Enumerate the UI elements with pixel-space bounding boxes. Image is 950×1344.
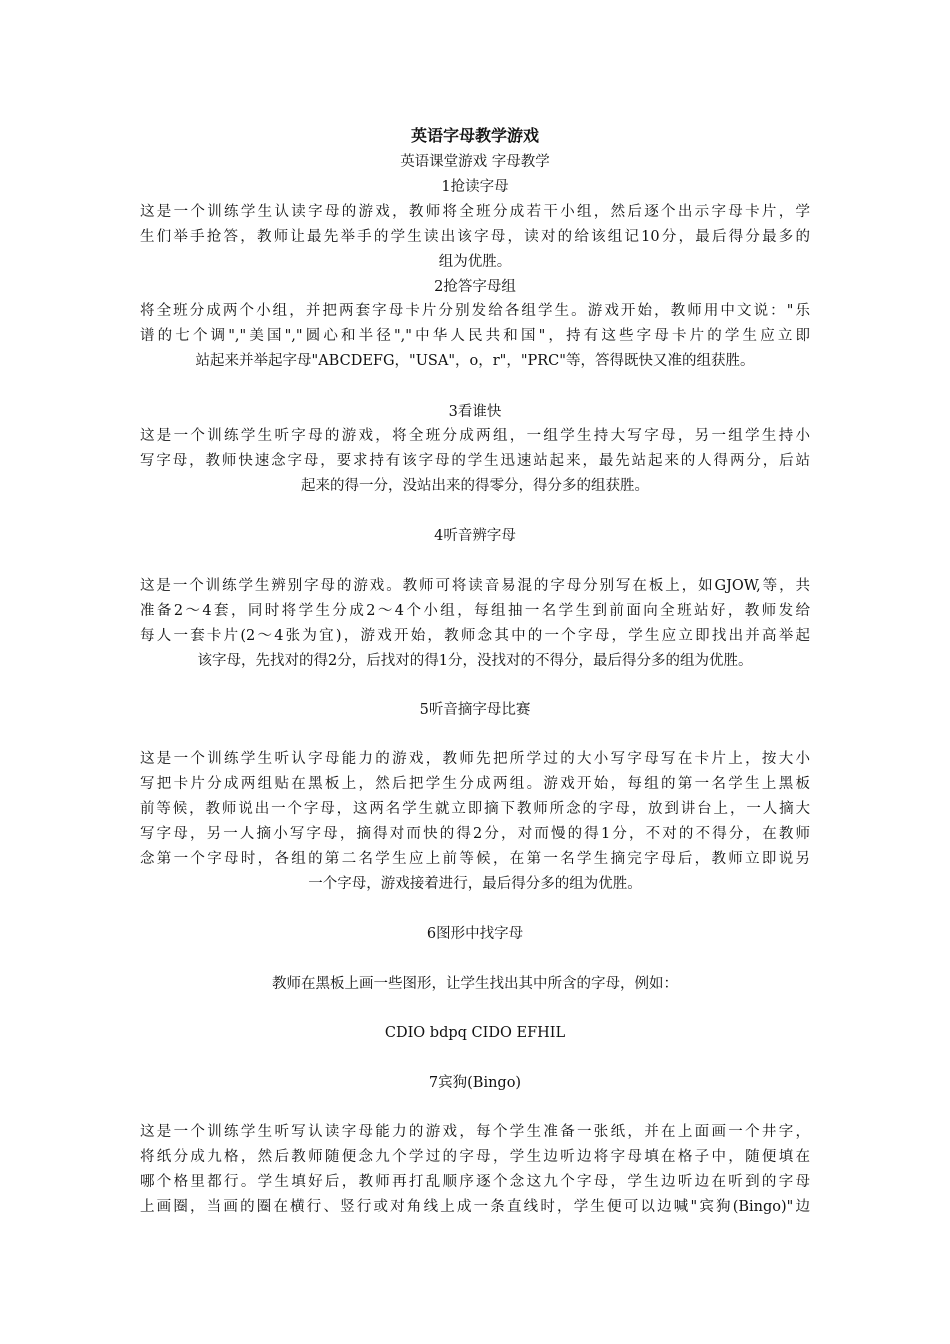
paragraph-line: 准备2～4套，同时将学生分成2～4个小组，每组抽一名学生到前面向全班站好，教师发给 [140, 603, 810, 619]
paragraph-line: 将纸分成九格，然后教师随便念九个学过的字母，学生边听边将字母填在格子中，随便填在 [140, 1149, 810, 1165]
paragraph-line: 站起来并举起字母"ABCDEFG，"USA"，o，r"，"PRC"等，答得既快又准的组获胜。 [195, 353, 755, 369]
paragraph-line: 教师在黑板上画一些图形，让学生找出其中所含的字母，例如： [272, 976, 678, 992]
section-heading: 7宾狗(Bingo) [428, 1075, 522, 1091]
paragraph-line: 写字母，教师快速念字母，要求持有该字母的学生迅速站起来，最先站起来的人得两分，后站 [140, 453, 810, 469]
paragraph-line: 生们举手抢答，教师让最先举手的学生读出该字母，读对的给该组记10分，最后得分最多的 [140, 229, 810, 245]
paragraph-line: 写字母，另一人摘小写字母，摘得对而快的得2分，对而慢的得1分，不对的不得分，在教师 [140, 826, 810, 842]
paragraph-line: 念第一个字母时，各组的第二名学生应上前等候，在第一名学生摘完字母后，教师立即说另 [140, 851, 810, 867]
paragraph-line: 谱的七个调","美国","圆心和半径","中华人民共和国"，持有这些字母卡片的学生应立即 [140, 328, 810, 344]
paragraph-line: 这是一个训练学生听字母的游戏，将全班分成两组，一组学生持大写字母，另一组学生持小 [140, 428, 810, 444]
paragraph-line: 哪个格里都行。学生填好后，教师再打乱顺序逐个念这九个字母，学生边听边在听到的字母 [140, 1174, 810, 1190]
paragraph-line: 一个字母，游戏接着进行，最后得分多的组为优胜。 [308, 876, 642, 892]
paragraph-line: 每人一套卡片(2～4张为宜)，游戏开始，教师念其中的一个字母，学生应立即找出并高举起 [140, 628, 810, 644]
document-title: 英语字母教学游戏 [410, 126, 539, 145]
section-heading: 2抢答字母组 [434, 279, 516, 295]
section-heading: 6图形中找字母 [426, 926, 524, 942]
paragraph-line: 上画圈，当画的圈在横行、竖行或对角线上成一条直线时，学生便可以边喊"宾狗(Bingo)"边 [140, 1199, 810, 1215]
paragraph-line: 该字母，先找对的得2分，后找对的得1分，没找对的不得分，最后得分多的组为优胜。 [197, 653, 753, 669]
letter-example-line: CDIO bdpq CIDO EFHIL [384, 1025, 566, 1041]
section-heading: 4听音辨字母 [434, 528, 516, 544]
section-heading: 1抢读字母 [441, 179, 509, 195]
paragraph-line: 这是一个训练学生辨别字母的游戏。教师可将读音易混的字母分别写在板上，如GJOW,等，共 [140, 578, 810, 594]
paragraph-line: 这是一个训练学生听认字母能力的游戏，教师先把所学过的大小写字母写在卡片上，按大小 [140, 751, 810, 767]
paragraph-line: 写把卡片分成两组贴在黑板上，然后把学生分成两组。游戏开始，每组的第一名学生上黑板 [140, 776, 810, 792]
paragraph-line: 这是一个训练学生认读字母的游戏，教师将全班分成若干小组，然后逐个出示字母卡片，学 [140, 204, 810, 220]
document-subtitle: 英语课堂游戏 字母教学 [400, 154, 550, 170]
paragraph-line: 前等候，教师说出一个字母，这两名学生就立即摘下教师所念的字母，放到讲台上，一人摘大 [140, 801, 810, 817]
paragraph-line: 组为优胜。 [438, 254, 512, 270]
section-heading: 5听音摘字母比赛 [419, 702, 531, 718]
paragraph-line: 这是一个训练学生听写认读字母能力的游戏，每个学生准备一张纸，并在上面画一个井字， [140, 1124, 810, 1140]
paragraph-line: 将全班分成两个小组，并把两套字母卡片分别发给各组学生。游戏开始，教师用中文说："乐 [140, 303, 810, 319]
paragraph-line: 起来的得一分，没站出来的得零分，得分多的组获胜。 [301, 478, 649, 494]
section-heading: 3看谁快 [448, 404, 502, 420]
